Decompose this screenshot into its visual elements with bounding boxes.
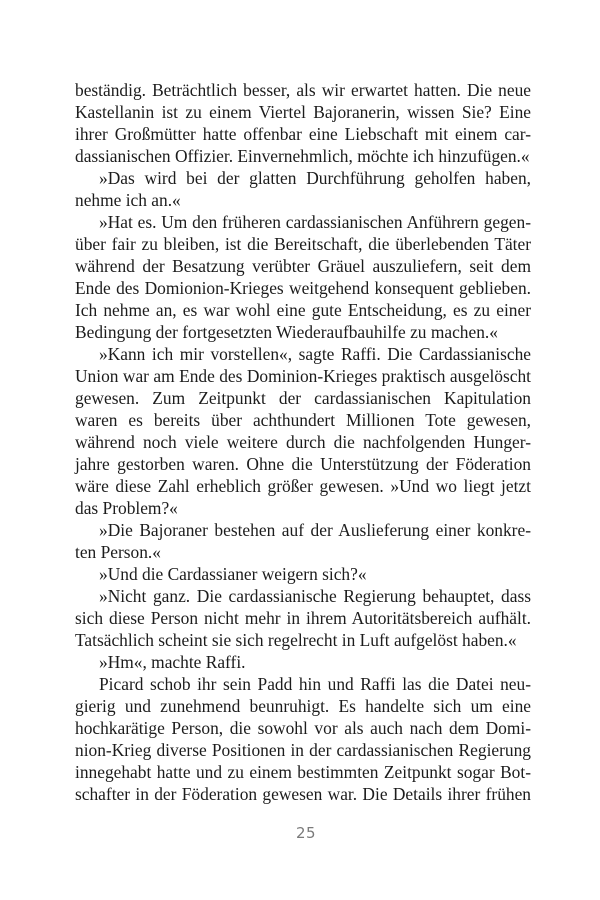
text-line: »Nicht ganz. Die cardassianische Regierung behauptet, dass (99, 586, 531, 606)
text-line: während noch viele weitere durch die nachfolgenden Hunger- (75, 432, 531, 452)
text-line: »Das wird bei der glatten Durchführung geholfen haben, (99, 168, 531, 188)
text-line: Tatsächlich scheint sie sich regelrecht in Luft aufgelöst haben.« (75, 630, 517, 650)
text-line: ten Person.« (75, 542, 161, 562)
paragraph (75, 211, 531, 343)
text-line: nion-Krieg diverse Positionen in der cardassianischen Regierung (75, 740, 531, 760)
text-line: sich diese Person nicht mehr in ihrem Autoritätsbereich aufhält. (75, 608, 531, 628)
text-line: das Problem?« (75, 498, 178, 518)
page-body (75, 79, 531, 805)
text-line: Picard schob ihr sein Padd hin und Raffi las die Datei neu- (99, 674, 531, 694)
text-line: ihrer Großmütter hatte offenbar eine Liebschaft mit einem car- (75, 124, 531, 144)
text-line: über fair zu bleiben, ist die Bereitschaft, die überlebenden Täter (75, 234, 531, 254)
text-line: »Die Bajoraner bestehen auf der Auslieferung einer konkre- (99, 520, 531, 540)
text-line: »Hat es. Um den früheren cardassianischen Anführern gegen- (99, 212, 531, 232)
text-line: beständig. Beträchtlich besser, als wir erwartet hatten. Die neue (75, 80, 531, 100)
text-line: gewesen. Zum Zeitpunkt der cardassianischen Kapitulation (75, 388, 531, 408)
paragraph (75, 343, 531, 519)
text-line: waren es bereits über achthundert Millionen Tote gewesen, (75, 410, 531, 430)
text-line: Kastellanin ist zu einem Viertel Bajoranerin, wissen Sie? Eine (75, 102, 531, 122)
text-line: dassianischen Offizier. Einvernehmlich, möchte ich hinzufügen.« (75, 146, 530, 166)
paragraph (75, 167, 531, 211)
text-line: Ende des Domionion-Krieges weitgehend konsequent geblieben. (75, 278, 531, 298)
text-line: »Kann ich mir vorstellen«, sagte Raffi. Die Cardassianische (99, 344, 531, 364)
page-number: 25 (295, 824, 317, 842)
text-line: jahre gestorben waren. Ohne die Unterstützung der Föderation (75, 454, 531, 474)
text-line: wäre diese Zahl erheblich größer gewesen. »Und wo liegt jetzt (75, 476, 531, 496)
text-line: »Und die Cardassianer weigern sich?« (99, 564, 367, 584)
text-line: Ich nehme an, es war wohl eine gute Entscheidung, es zu einer (75, 300, 531, 320)
text-line: hochkarätige Person, die sowohl vor als auch nach dem Domi- (75, 718, 531, 738)
paragraph (75, 585, 531, 651)
text-line: gierig und zunehmend beunruhigt. Es handelte sich um eine (75, 696, 531, 716)
text-line: Union war am Ende des Dominion-Krieges praktisch ausgelöscht (75, 366, 531, 386)
paragraph (75, 563, 531, 585)
paragraph (75, 651, 531, 673)
paragraph (75, 673, 531, 805)
text-line: Bedingung der fortgesetzten Wiederaufbauhilfe zu machen.« (75, 322, 498, 342)
text-line: »Hm«, machte Raffi. (99, 652, 246, 672)
text-line: nehme ich an.« (75, 190, 181, 210)
text-line: innegehabt hatte und zu einem bestimmten Zeitpunkt sogar Bot- (75, 762, 531, 782)
paragraph (75, 79, 531, 167)
text-line: schafter in der Föderation gewesen war. Die Details ihrer frühen (75, 784, 531, 804)
paragraph (75, 519, 531, 563)
text-line: während der Besatzung verübter Gräuel auszuliefern, seit dem (75, 256, 531, 276)
